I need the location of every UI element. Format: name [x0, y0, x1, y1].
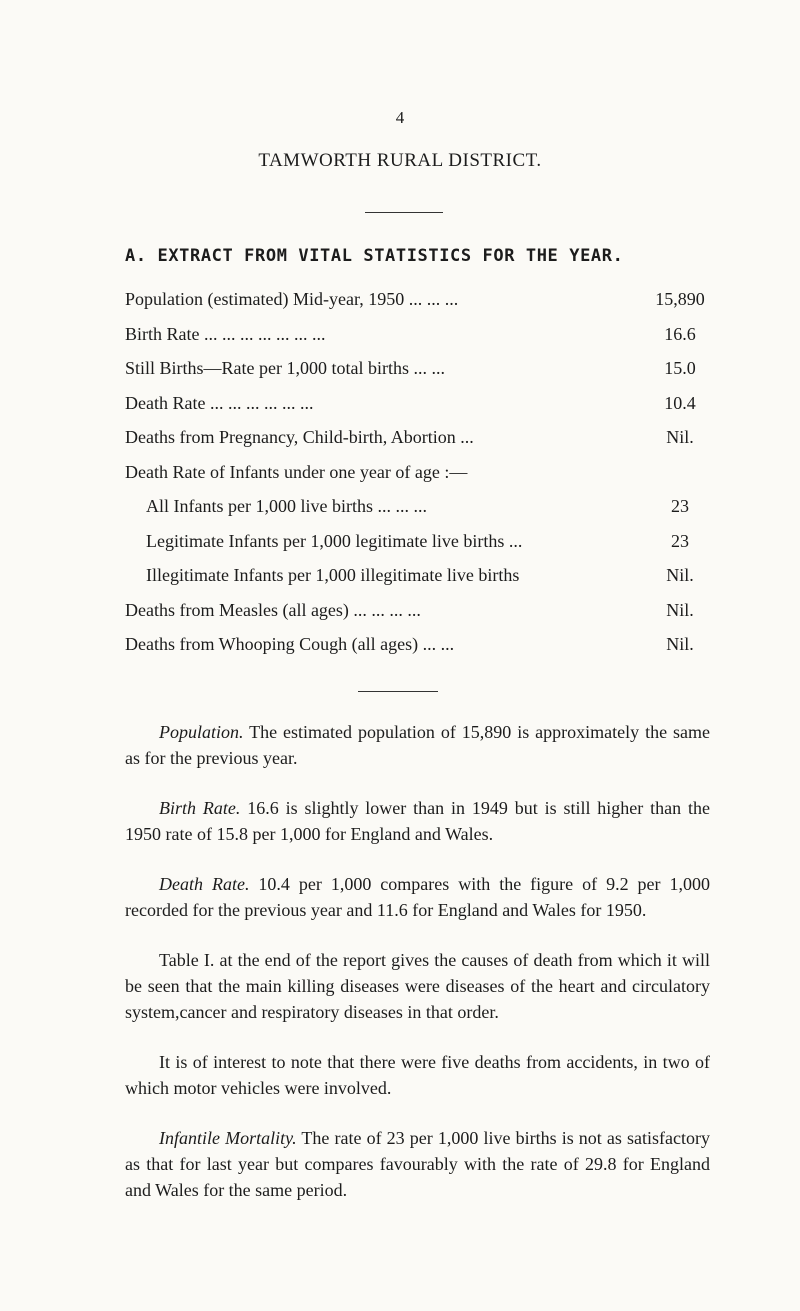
stat-row-birth-rate: [125, 323, 710, 358]
stat-label: Deaths from Whooping Cough (all ages) ... ...: [125, 634, 455, 654]
page-number: 4: [395, 108, 405, 127]
divider-rule: [365, 212, 443, 213]
paragraph-lead: Death Rate.: [159, 874, 250, 894]
stat-label: Deaths from Pregnancy, Child-birth, Abortion ...: [125, 427, 474, 447]
paragraph-lead: Birth Rate.: [159, 798, 241, 818]
paragraph-text: 16.6 is slightly lower than in 1949 but is still higher than the 1950 rate of 15.8 per 1,000 for England and Wales.: [125, 798, 710, 844]
stat-value: 16.6: [664, 323, 696, 344]
paragraph-text: Table I. at the end of the report gives the causes of death from which it will be seen that the main killing diseases were diseases of the heart and circulatory system,cancer and respiratory diseases in that order.: [125, 950, 710, 1022]
divider-rule: [358, 691, 438, 692]
stat-value: 15.0: [664, 358, 696, 378]
stat-value: 15,890: [655, 289, 705, 309]
paragraph-accidents: [125, 1049, 710, 1101]
stat-value: 23: [671, 530, 689, 551]
paragraph-text: The estimated population of 15,890 is approximately the same as for the previous year.: [125, 722, 710, 768]
stat-row-still-births: [125, 357, 710, 392]
paragraph-population: [125, 719, 710, 771]
stat-label: All Infants per 1,000 live births ... ... ...: [146, 496, 427, 516]
section-heading: A. EXTRACT FROM VITAL STATISTICS FOR THE YEAR.: [125, 246, 624, 266]
paragraph-infantile-mortality: [125, 1125, 710, 1203]
stat-value: Nil.: [666, 599, 694, 620]
stat-row-infant-heading: [125, 461, 710, 496]
stat-row-legitimate-infants: [125, 530, 710, 565]
stat-label: Legitimate Infants per 1,000 legitimate live births ...: [146, 530, 523, 551]
stat-row-all-infants: [125, 495, 710, 530]
stat-label: Death Rate of Infants under one year of age :—: [125, 461, 468, 482]
paragraph-death-rate: [125, 871, 710, 923]
stat-row-whooping-cough: [125, 633, 710, 668]
stat-value: 23: [671, 496, 689, 516]
stat-row-population: [125, 288, 710, 323]
stat-value: 10.4: [664, 392, 696, 413]
paragraph-text: The rate of 23 per 1,000 live births is not as satisfactory as that for last year but compares favourably with the rate of 29.8 for England and Wales for the same period.: [125, 1128, 710, 1200]
district-title: TAMWORTH RURAL DISTRICT.: [258, 150, 542, 171]
stat-label: Still Births—Rate per 1,000 total births ... ...: [125, 358, 445, 378]
stat-label: Population (estimated) Mid-year, 1950 ... ... ...: [125, 289, 459, 309]
vital-statistics-list: [125, 288, 710, 668]
stat-label: Illegitimate Infants per 1,000 illegitimate live births: [146, 565, 520, 585]
stat-row-pregnancy-deaths: [125, 426, 710, 461]
paragraph-birth-rate: [125, 795, 710, 847]
stat-label: Deaths from Measles (all ages) ... ... ... ...: [125, 599, 421, 620]
paragraph-text: It is of interest to note that there were five deaths from accidents, in two of which motor vehicles were involved.: [125, 1052, 710, 1098]
stat-value: Nil.: [666, 427, 694, 447]
stat-value: Nil.: [666, 634, 694, 654]
paragraph-lead: Population.: [159, 722, 244, 742]
commentary: [125, 719, 710, 1227]
stat-value: Nil.: [666, 565, 694, 585]
stat-row-illegitimate-infants: [125, 564, 710, 599]
paragraph-lead: Infantile Mortality.: [159, 1128, 297, 1148]
stat-row-measles: [125, 599, 710, 634]
paragraph-text: 10.4 per 1,000 compares with the figure of 9.2 per 1,000 recorded for the previous year and 11.6 for England and Wales for 1950.: [125, 874, 710, 920]
stat-row-death-rate: [125, 392, 710, 427]
stat-label: Death Rate ... ... ... ... ... ...: [125, 392, 314, 413]
stat-label: Birth Rate ... ... ... ... ... ... ...: [125, 323, 326, 344]
paragraph-causes-of-death: [125, 947, 710, 1025]
